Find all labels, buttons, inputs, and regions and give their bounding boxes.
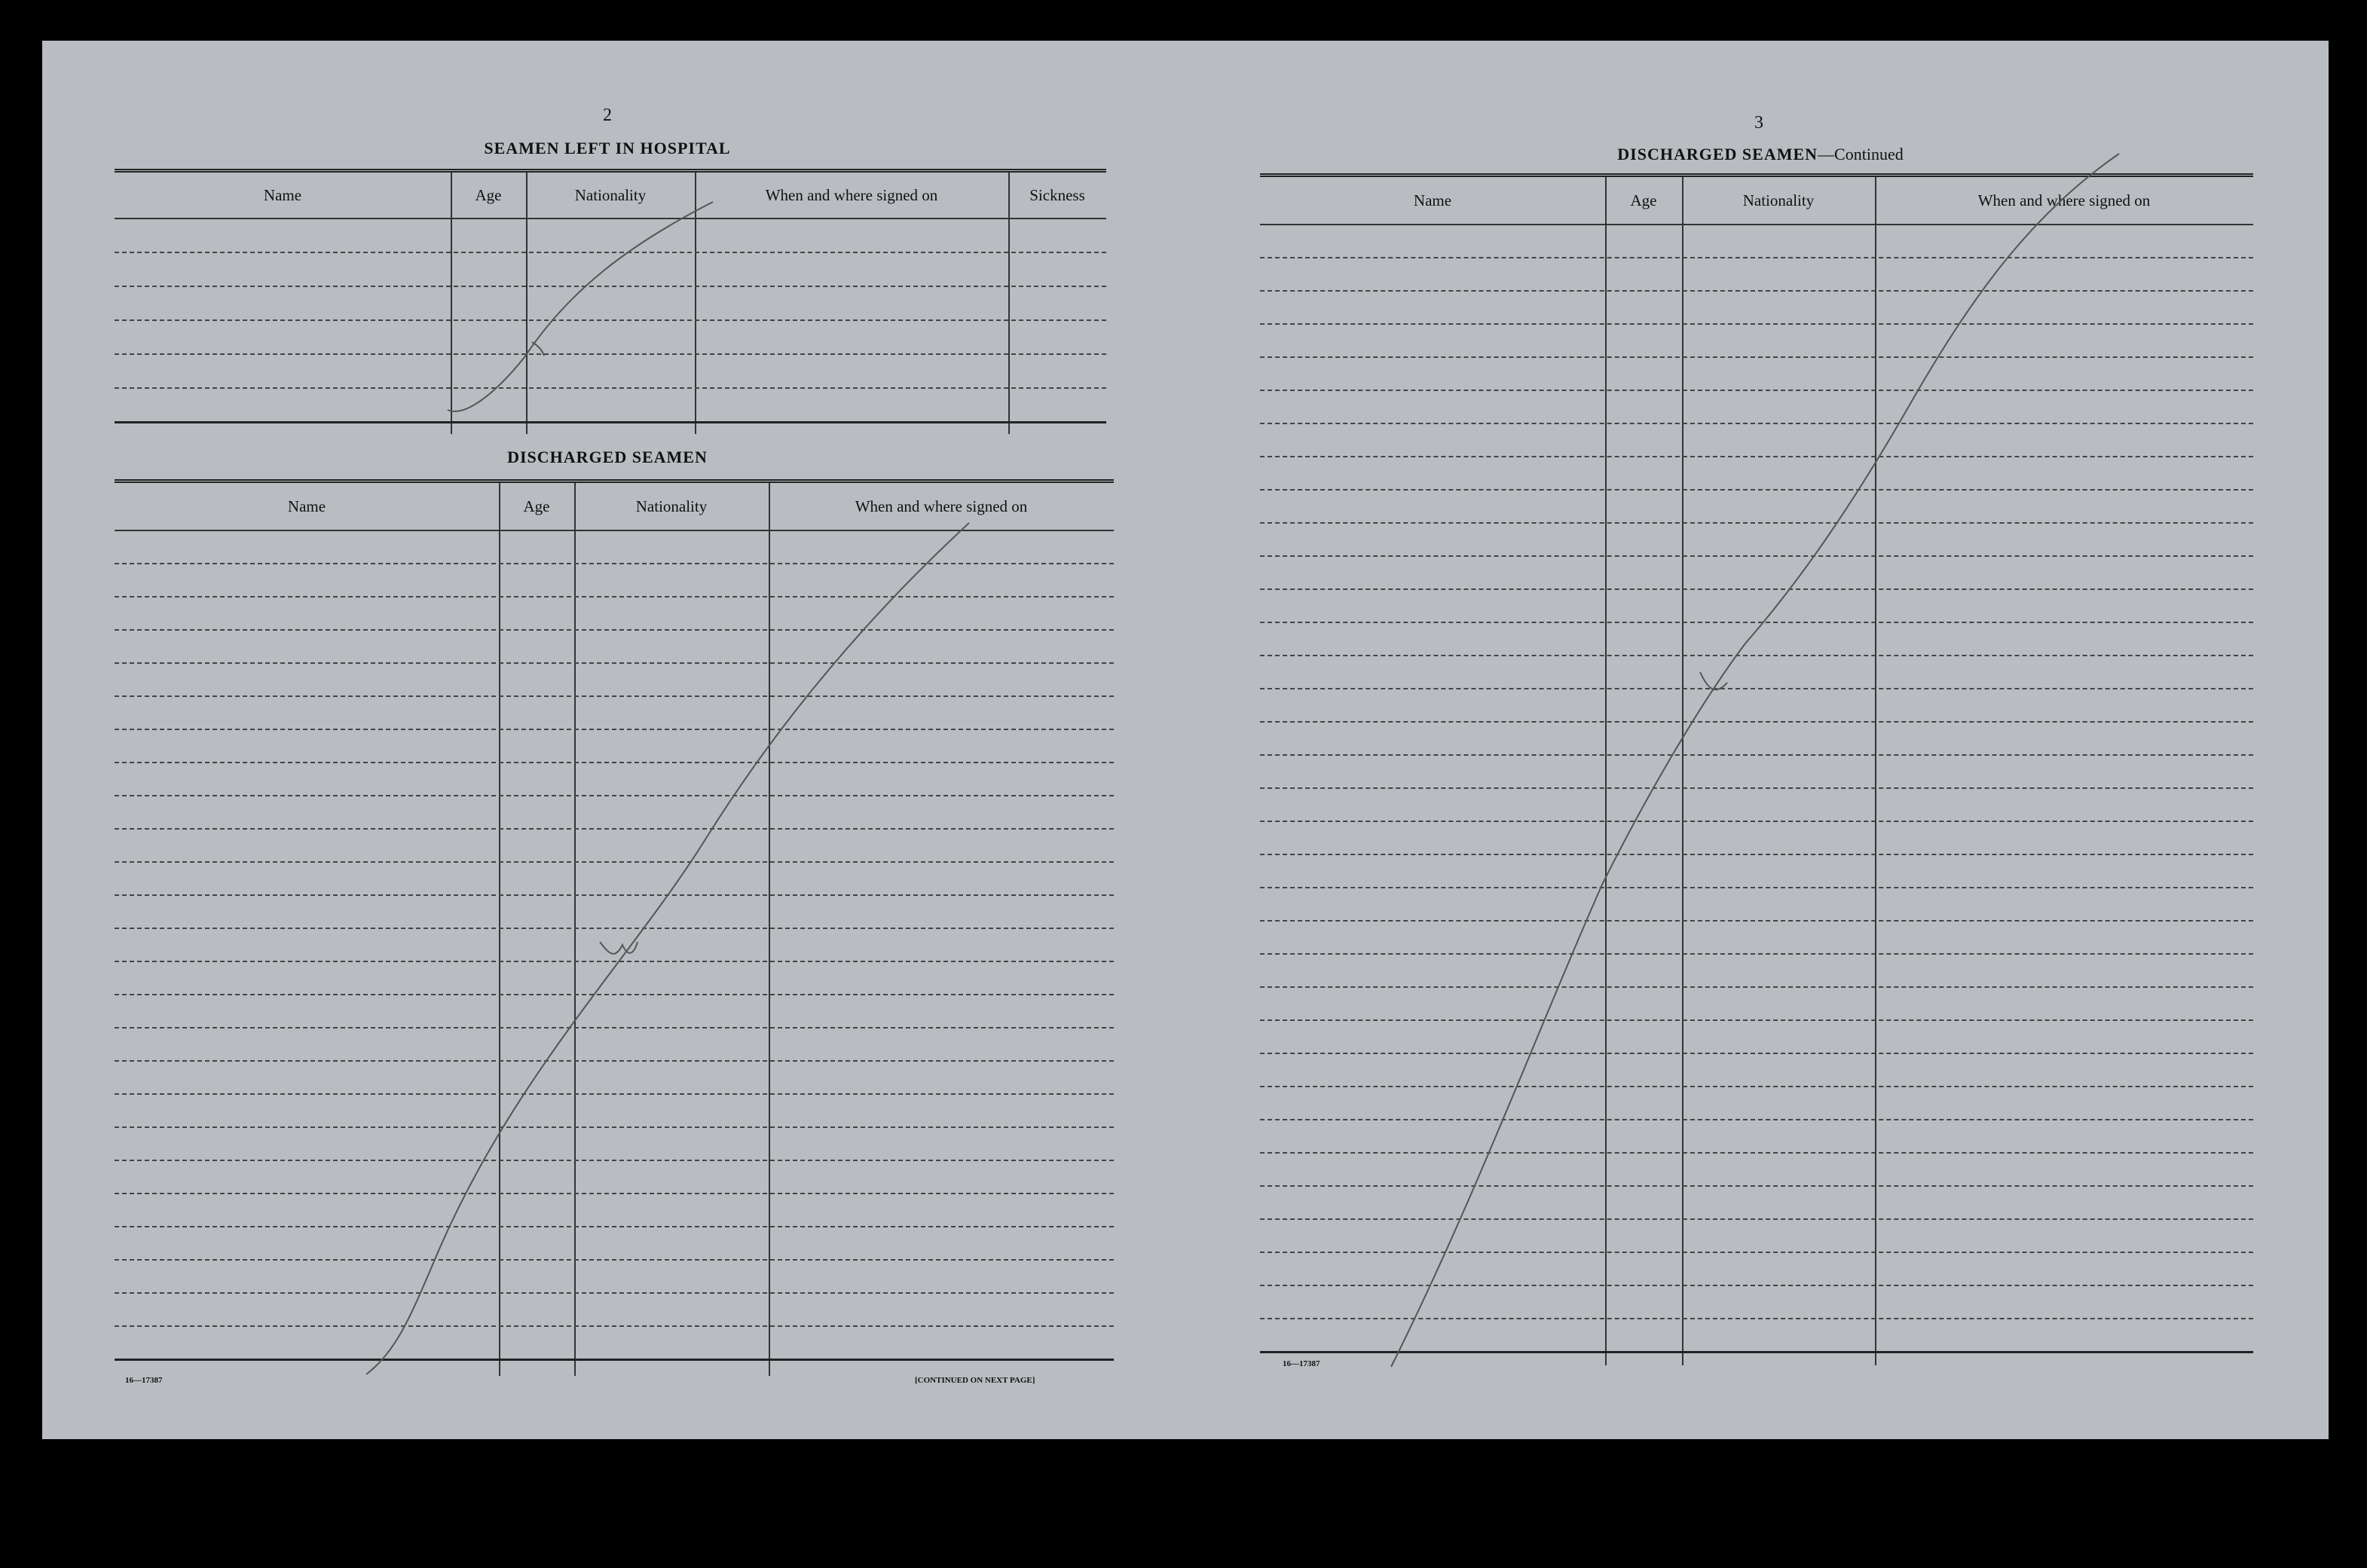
column-header-when-and-where-signed-on: When and where signed on [855, 497, 1028, 515]
continued-note: [CONTINUED ON NEXT PAGE] [915, 1376, 1035, 1385]
pencil-check-marks [42, 41, 2329, 1439]
discharged-section-title: DISCHARGED SEAMEN [507, 448, 708, 466]
page-number-left: 2 [603, 105, 612, 125]
column-header-age: Age [475, 185, 502, 204]
column-header-nationality: Nationality [1742, 191, 1815, 209]
column-header-when-and-where-signed-on: When and where signed on [765, 185, 938, 204]
form-number-right: 16—17387 [1283, 1359, 1320, 1368]
column-header-name: Name [287, 497, 326, 515]
document-sheet [42, 41, 2329, 1439]
column-header-sickness: Sickness [1029, 185, 1085, 204]
hospital-section-title: SEAMEN LEFT IN HOSPITAL [484, 139, 731, 157]
continued-title-suffix: —Continued [1818, 145, 1904, 164]
continued-title-main: DISCHARGED SEAMEN [1617, 145, 1818, 164]
column-header-name: Name [263, 185, 302, 204]
column-header-when-and-where-signed-on: When and where signed on [1977, 191, 2151, 209]
column-header-nationality: Nationality [574, 185, 647, 204]
column-header-age: Age [523, 497, 550, 515]
column-header-nationality: Nationality [635, 497, 708, 515]
form-number-left: 16—17387 [125, 1376, 163, 1385]
column-header-age: Age [1630, 191, 1657, 209]
page-number-right: 3 [1754, 113, 1763, 133]
column-header-name: Name [1413, 191, 1452, 209]
